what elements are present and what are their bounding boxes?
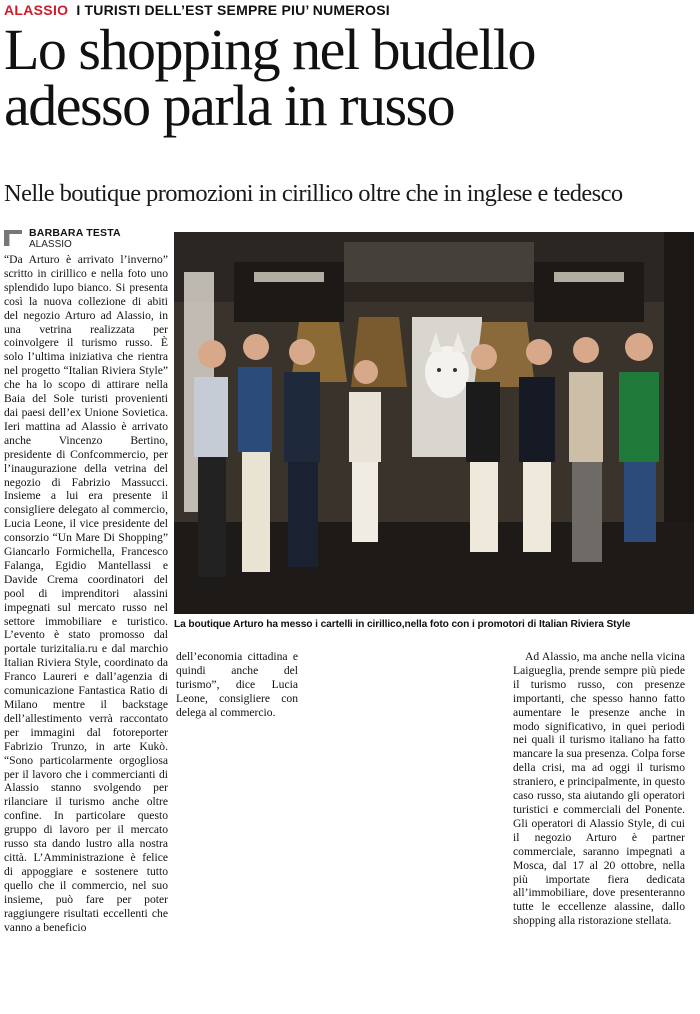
byline-city: ALASSIO [29, 239, 72, 250]
kicker-tag: I TURISTI DELL’EST SEMPRE PIU’ NUMEROSI [76, 2, 390, 18]
article-paragraph: Ad Alassio, ma anche nella vicina Laigueglia, prende sempre più piede il turismo russo, con presenze importanti, che spesso hanno fatto aumentare le presenze anche in modo significativo, in quei periodi nei quali il turismo italiano ha fatto mancare la sua presenza. Colpa forse della crisi, ma ad oggi il turismo straniero, e principalmente, in questo caso russo, sta aiutando gli operatori turistici e commerciali del Ponente. Gli operatori di Alassio Style, di cui il negozio Arturo è partner commerciale, saranno impegnati a Mosca, dal 17 al 20 ottobre, nella più importate fiera dedicata all’immobiliare, dove presenteranno tutte le eccellenze alassine, dallo shopping alla ristorazione stellata. [513, 650, 685, 928]
headline-line-2: adesso parla in russo [4, 73, 455, 138]
article-paragraph: dell’economia cittadina e quindi anche del turismo”, dice Lucia Leone, consigliere con delega al commercio. [176, 650, 298, 719]
shop-window-illustration [174, 232, 694, 614]
article-column-1 [4, 253, 168, 1013]
byline [4, 228, 174, 250]
article-photo [174, 232, 694, 614]
byline-corner-icon [4, 230, 22, 246]
article-paragraph: “Da Arturo è arrivato l’inverno” scritto in cirillico e nella foto uno splendido lupo bianco. Si presenta così la nuova collezione di abiti del negozio Arturo ad Alassio, in una vetrina realizzata per coinvolgere il turismo russo. È solo l’ultima iniziativa che rientra nel progetto “Italian Riviera Style” che ha lo scopo di attirare nella Baia del Sole turisti provenienti dai paesi dell’ex Unione Sovietica. Ieri mattina ad Alassio è arrivato anche Vincenzo Bertino, presidente di Confcommercio, per l’inaugurazione della vetrina del negozio di Fabrizio Massucci. Insieme a lui era presente il consigliere delegato al commercio, Lucia Leone, il vice presidente del consorzio “Un Mare Di Shopping” Giancarlo Formichella, Francesco Falanga, Egidio Mantellassi e Davide Crema coordinatori del pool di imprenditori alassini impegnati sul mercato russo nel settore immobiliare e turistico. L’evento è stato promosso dal portale turizitalia.ru e dal marchio Italian Riviera Style, coordinato da Franco Laureri e dall’agenzia di comunicazione Fantastica Ratio di Milano mentre il backstage dell’allestimento verrà raccontato per immagini dal fotoreporter Fabrizio Trunzo, in arte Kukò. “Sono particolarmente orgogliosa per il lavoro che i commercianti di Alassio stanno svolgendo per rilanciare il turismo anche oltre confine. In particolare questo gruppo di lavoro per il mercato russo sta dando lustro alla nostra città. L’Amministrazione è felice di appoggiare e sostenere tutto quello che il commercio, nel suo insieme, può fare per poter raggiungere risultati eccellenti che vanno a beneficio [4, 253, 168, 934]
byline-author: BARBARA TESTA [29, 227, 121, 239]
headline-line-1: Lo shopping nel budello [4, 17, 535, 82]
kicker-place: ALASSIO [4, 2, 69, 18]
article-column-2 [176, 650, 432, 1012]
photo-caption: La boutique Arturo ha messo i cartelli in cirillico,nella foto con i promotori di Italian Riviera Style [174, 619, 631, 630]
subheadline: Nelle boutique promozioni in cirillico oltre che in inglese e tedesco [4, 180, 623, 207]
headline [4, 17, 696, 138]
article-column-3 [513, 650, 685, 1012]
